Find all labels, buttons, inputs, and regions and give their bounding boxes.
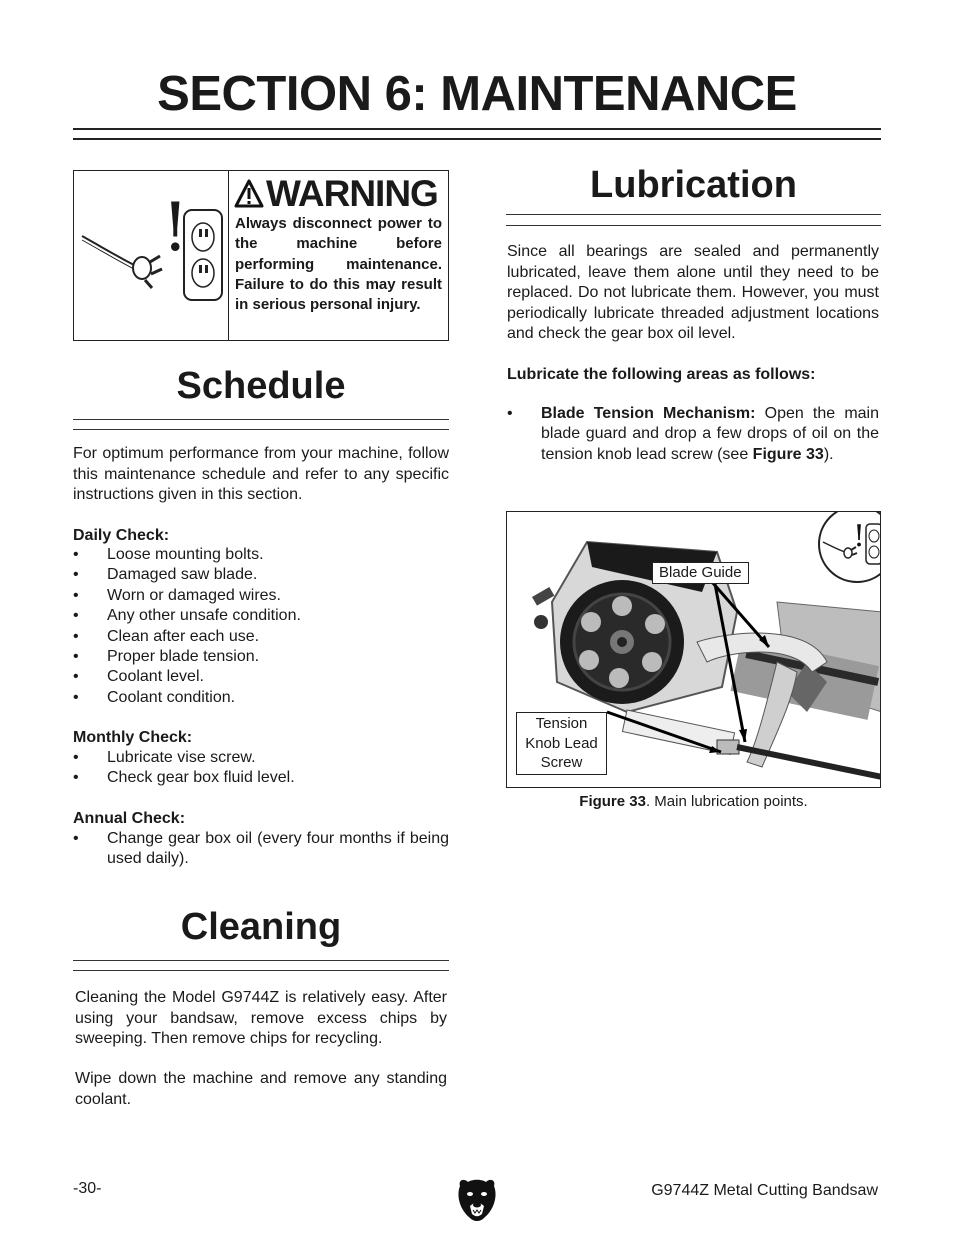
title-rule-top bbox=[73, 128, 881, 130]
list-item: • Loose mounting bolts. bbox=[73, 545, 449, 565]
cleaning-para-2: Wipe down the machine and remove any standing coolant. bbox=[75, 1070, 447, 1108]
callout-line: Tension bbox=[535, 715, 588, 732]
annual-check-title: Annual Check: bbox=[73, 810, 186, 827]
list-item: • Coolant level. bbox=[73, 667, 449, 687]
lubrication-rule-bottom bbox=[506, 225, 881, 226]
page-title: SECTION 6: MAINTENANCE bbox=[157, 67, 797, 121]
svg-text:!: ! bbox=[853, 519, 866, 554]
cleaning-para-1: Cleaning the Model G9744Z is relatively easy. After using your bandsaw, remove excess chips by sweeping. Then remove chips for recycling. bbox=[75, 989, 447, 1047]
daily-check-title: Daily Check: bbox=[73, 527, 170, 544]
daily-check-list bbox=[73, 545, 449, 708]
caption-text: . Main lubrication points. bbox=[645, 793, 808, 810]
list-item: • Proper blade tension. bbox=[73, 647, 449, 667]
schedule-rule-bottom bbox=[73, 429, 449, 430]
monthly-check-list bbox=[73, 748, 449, 789]
list-item: • Check gear box fluid level. bbox=[73, 768, 449, 788]
page-number: -30- bbox=[73, 1180, 102, 1197]
item-text-end: ). bbox=[823, 445, 834, 463]
monthly-check-title: Monthly Check: bbox=[73, 729, 193, 746]
document-title: G9744Z Metal Cutting Bandsaw bbox=[651, 1182, 878, 1199]
callout-tension-knob bbox=[516, 712, 607, 775]
caption-label: Figure 33 bbox=[579, 793, 646, 810]
list-item: • Change gear box oil (every four months if being used daily). bbox=[73, 829, 449, 870]
bear-logo-icon bbox=[456, 1176, 498, 1224]
figure-reference: Figure 33 bbox=[752, 445, 824, 463]
annual-check-list bbox=[73, 829, 449, 870]
schedule-intro: For optimum performance from your machine, follow this maintenance schedule and refer to any specific instructions given in this section. bbox=[73, 445, 449, 503]
warning-text: Always disconnect power to the machine before performing maintenance. Failure to do this may result in serious personal injury. bbox=[235, 215, 442, 314]
list-item bbox=[507, 404, 879, 465]
unplug-warning-icon bbox=[817, 511, 881, 584]
figure-caption bbox=[506, 793, 881, 810]
lubrication-list bbox=[507, 404, 879, 465]
list-item: • Worn or damaged wires. bbox=[73, 586, 449, 606]
warning-triangle-icon bbox=[234, 179, 264, 209]
lubrication-para: Since all bearings are sealed and permanently lubricated, leave them alone until they need to be replaced. Do not lubricate them. However, you must periodically lubricate threaded adjustment locations and check the gear box oil level. bbox=[507, 243, 879, 342]
list-item: • Lubricate vise screw. bbox=[73, 748, 449, 768]
cleaning-rule-bottom bbox=[73, 970, 449, 971]
warning-box bbox=[73, 170, 449, 341]
list-item: • Coolant condition. bbox=[73, 688, 449, 708]
list-item: • Clean after each use. bbox=[73, 627, 449, 647]
figure-33 bbox=[506, 511, 881, 788]
title-rule-bottom bbox=[73, 138, 881, 140]
lubrication-rule-top bbox=[506, 214, 881, 215]
item-title: Blade Tension Mechanism: bbox=[541, 405, 756, 422]
schedule-rule-top bbox=[73, 419, 449, 420]
callout-blade-guide: Blade Guide bbox=[652, 562, 749, 584]
plug-outlet-icon bbox=[80, 196, 225, 311]
lubrication-heading: Lubrication bbox=[590, 164, 797, 206]
callout-line: Screw bbox=[540, 754, 583, 771]
callout-line: Knob Lead bbox=[525, 734, 598, 752]
list-item: • Any other unsafe condition. bbox=[73, 606, 449, 626]
cleaning-heading: Cleaning bbox=[180, 906, 342, 948]
cleaning-rule-top bbox=[73, 960, 449, 961]
warning-title: WARNING bbox=[266, 173, 438, 214]
warning-divider bbox=[228, 171, 229, 340]
item-text: Open the main blade guard and drop a few drops of oil on the tension knob lead screw (see bbox=[541, 405, 879, 463]
list-item: • Damaged saw blade. bbox=[73, 565, 449, 585]
schedule-heading: Schedule bbox=[176, 365, 346, 407]
exclamation-mark: ! bbox=[162, 189, 189, 266]
lubrication-lead: Lubricate the following areas as follows: bbox=[507, 366, 816, 383]
